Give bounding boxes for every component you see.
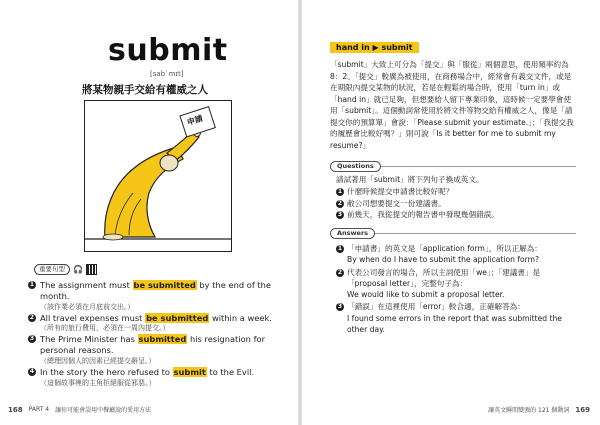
answer-item <box>336 301 576 335</box>
phrase-tag: hand in ▶ submit <box>330 42 419 53</box>
example-translation: （總理因個人的因素已經提交辭呈。） <box>40 356 156 365</box>
example-highlight: submit <box>173 366 206 377</box>
part-label: PART 4 <box>28 406 50 413</box>
question-number: 2 <box>337 199 343 207</box>
page-number: 168 <box>8 405 23 414</box>
qr-code-icon <box>86 264 97 275</box>
left-footer <box>8 405 151 414</box>
headword: submit <box>108 33 228 68</box>
example-text: All travel expenses must <box>40 312 146 323</box>
answer-number: 2 <box>337 268 343 276</box>
example-number: 1 <box>29 281 35 288</box>
example-3 <box>28 334 286 366</box>
right-footer <box>488 405 590 414</box>
example-highlight: submitted <box>138 334 187 345</box>
answer-number: 1 <box>337 245 343 252</box>
page-number: 169 <box>575 405 590 414</box>
question-number: 3 <box>337 211 343 218</box>
answer-item <box>336 243 576 266</box>
example-translation: （該作業必須在月底前交出。） <box>40 302 135 311</box>
book-title: 讓英文瞬間變強的 121 個動詞 <box>488 407 570 414</box>
example-list <box>28 280 286 389</box>
paper-text: 申請 <box>186 113 204 128</box>
questions-label: Questions <box>330 161 381 172</box>
answer-list <box>336 243 576 336</box>
answer-item <box>336 267 576 301</box>
question-item <box>336 209 576 221</box>
example-1 <box>28 280 286 312</box>
section-title: 讓你可能會誤用中餐廳說的愛用方法 <box>55 407 152 414</box>
explanation-paragraph: 「submit」大致上可分為「提交」與「服從」兩個意思，使用頻率約為 8：2。「提交」較廣為被使用，在商務場合中，經常會有義交文件，或是在期限內提交某物的狀況，若是在輕鬆的場合時，使用「turn in」或「hand in」就已足夠，但想要給人留下專業印象，這時候一定要學會使用「submit」。這個動詞常使用於將文件等物交給有權威之人，像是「請提交你的預算單」會說：「Please submit your estimate.」；「我提交我的履歷會比較好嗎？」則可說「Is it better for me to submit my resume?」 <box>330 60 574 150</box>
example-text: to the Evil. <box>206 366 255 377</box>
pronunciation: [sab`mɪt] <box>150 70 184 78</box>
headphones-icon: 🎧 <box>73 265 83 274</box>
example-translation: （這個故事裡的主角拒絕服從邪惡。） <box>40 378 156 387</box>
example-4 <box>28 367 286 388</box>
question-item <box>336 186 576 198</box>
answer-note: 代表公司發言的場合，所以主詞使用「we」；「建議書」是「proposal letter」，完整句子為： <box>347 267 541 288</box>
questions-intro: 請試著用「submit」將下列句子換成英文。 <box>336 175 484 184</box>
example-highlight: be submitted <box>133 280 196 290</box>
example-translation: （所有的旅行費用，必須在一周內提交。） <box>40 324 170 333</box>
answer-english: We would like to submit a proposal letter. <box>347 290 505 300</box>
example-text: his resignation for personal reasons. <box>40 334 265 356</box>
kneeling-figure-illustration <box>85 101 231 251</box>
illustration <box>84 100 232 252</box>
right-page <box>302 0 600 425</box>
question-text: 前幾天，我從提交的報告書中發現幾個錯誤。 <box>347 210 499 219</box>
examples-label <box>34 264 97 275</box>
example-2 <box>28 313 286 334</box>
example-text: by the end of the month. <box>40 280 271 301</box>
answer-note: 「錯誤」在這裡使用「error」較合適，正確解答為： <box>347 302 525 312</box>
example-number: 4 <box>29 367 35 375</box>
examples-label-text: 重要句型 <box>34 264 70 275</box>
example-number: 2 <box>29 313 35 321</box>
answer-number: 3 <box>337 303 343 311</box>
core-meaning: 將某物親手交給有權威之人 <box>82 84 208 96</box>
example-text: In the story the hero refused to <box>40 366 173 377</box>
question-list <box>336 186 576 221</box>
example-number: 3 <box>29 335 35 343</box>
example-highlight: be submitted <box>146 312 209 323</box>
question-number: 1 <box>337 188 343 195</box>
example-text: within a week. <box>209 312 272 323</box>
left-page <box>0 0 298 425</box>
example-text: The assignment must <box>40 280 133 290</box>
question-text: 什麼時候提交申請書比較好呢？ <box>347 187 454 196</box>
example-text: The Prime Minister has <box>40 334 138 345</box>
question-text: 敝公司想要提交一份建議書。 <box>347 198 446 208</box>
question-item <box>336 198 576 210</box>
answer-note: 「申請書」的英文是「application form」，所以正解為： <box>347 244 542 253</box>
answers-label: Answers <box>330 228 375 239</box>
answer-english: I found some errors in the report that was submitted the other day. <box>347 313 562 335</box>
answer-english: By when do I have to submit the application form? <box>347 255 540 265</box>
